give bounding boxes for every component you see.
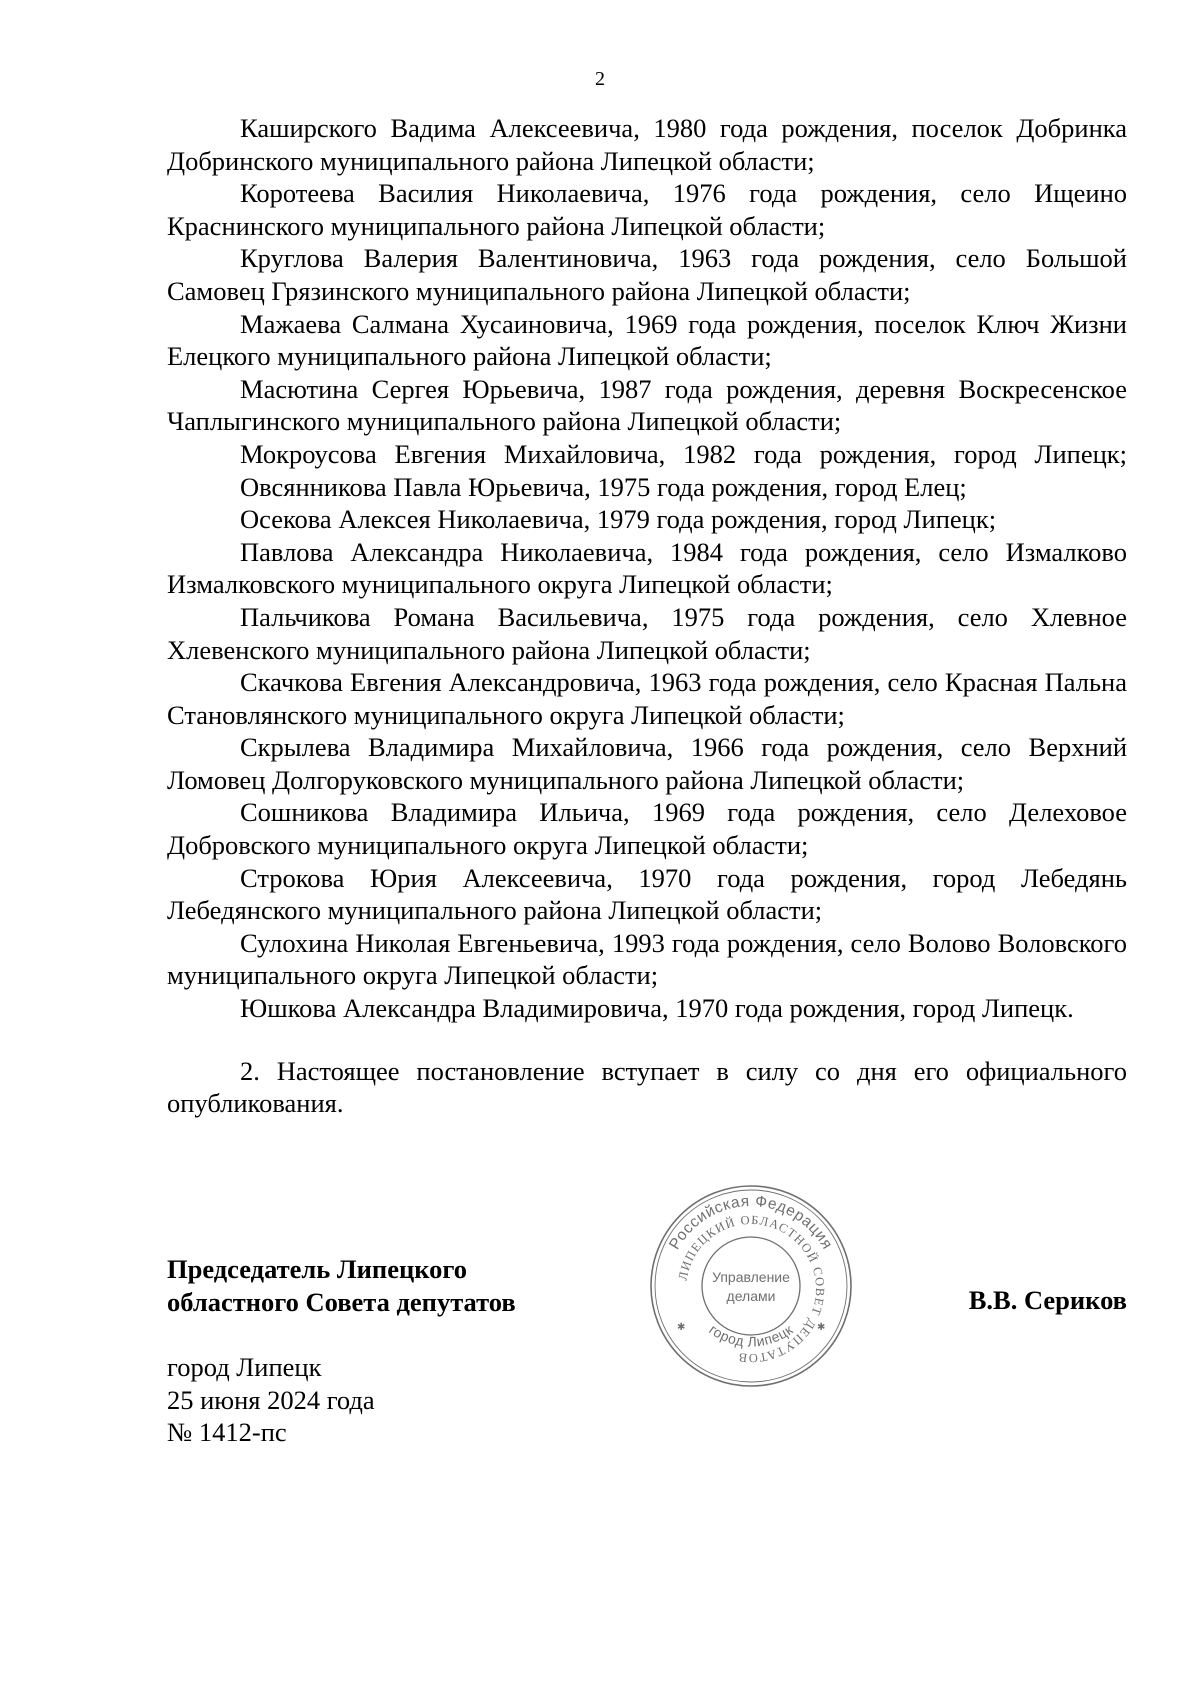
- list-item: Круглова Валерия Валентиновича, 1963 года рождения, село Большой Самовец Грязинского муниципального района Липецкой области;: [167, 243, 1127, 306]
- page-number: 2: [595, 68, 605, 90]
- signer-name: В.В. Сериков: [968, 1285, 1127, 1315]
- seal-center-line1: Управление: [712, 1269, 790, 1285]
- document-date: 25 июня 2024 года: [167, 1384, 375, 1415]
- list-item: Скрылева Владимира Михайловича, 1966 года рождения, село Верхний Ломовец Долгоруковского муниципального района Липецкой области;: [167, 732, 1127, 795]
- seal-star-icon: ✱: [817, 1322, 826, 1333]
- signer-title-line2: областного Совета депутатов: [167, 1286, 516, 1317]
- list-item: Скачкова Евгения Александровича, 1963 года рождения, село Красная Пальна Становлянского муниципального округа Липецкой области;: [167, 667, 1127, 730]
- seal-bottom-text: город Липецк: [706, 1321, 796, 1350]
- document-number: № 1412-пс: [167, 1417, 287, 1448]
- list-item: Мокроусова Евгения Михайловича, 1982 года рождения, город Липецк;: [240, 438, 1127, 469]
- effective-date-clause: 2. Настоящее постановление вступает в силу со дня его официального опубликования.: [167, 1055, 1127, 1119]
- official-seal: [646, 1181, 856, 1391]
- list-item: Каширского Вадима Алексеевича, 1980 года рождения, поселок Добринка Добринского муниципального района Липецкой области;: [167, 113, 1127, 176]
- list-item: Мажаева Салмана Хусаиновича, 1969 года рождения, поселок Ключ Жизни Елецкого муниципального района Липецкой области;: [167, 308, 1127, 372]
- document-body: [167, 112, 1127, 1120]
- seal-inner-text: ЛИПЕЦКИЙ ОБЛАСТНОЙ СОВЕТ ДЕПУТАТОВ: [675, 1212, 828, 1366]
- list-item: Овсянникова Павла Юрьевича, 1975 года рождения, город Елец;: [240, 471, 967, 502]
- list-item: Сулохина Николая Евгеньевича, 1993 года рождения, село Волово Воловского муниципального округа Липецкой области;: [167, 927, 1127, 991]
- list-item: Коротеева Василия Николаевича, 1976 года рождения, село Ищеино Краснинского муниципального района Липецкой области;: [167, 178, 1127, 241]
- seal-star-icon: ✱: [677, 1322, 686, 1333]
- document-place: город Липецк: [167, 1352, 322, 1382]
- list-item: Юшкова Александра Владимировича, 1970 года рождения, город Липецк.: [240, 993, 1074, 1024]
- list-item: Масютина Сергея Юрьевича, 1987 года рождения, деревня Воскресенское Чаплыгинского муниципального района Липецкой области;: [167, 373, 1127, 437]
- list-item: Строкова Юрия Алексеевича, 1970 года рождения, город Лебедянь Лебедянского муниципального района Липецкой области;: [167, 862, 1127, 926]
- list-item: Сошникова Владимира Ильича, 1969 года рождения, село Делеховое Добровского муниципального округа Липецкой области;: [167, 797, 1127, 861]
- seal-outer-text: Российская Федерация: [666, 1192, 836, 1253]
- list-item: Осекова Алексея Николаевича, 1979 года рождения, город Липецк;: [240, 504, 997, 535]
- document-requisites: [167, 1351, 667, 1449]
- list-item: Пальчикова Романа Васильевича, 1975 года рождения, село Хлевное Хлевенского муниципального района Липецкой области;: [167, 601, 1127, 665]
- signer-title-line1: Председатель Липецкого: [167, 1254, 468, 1284]
- seal-graphic: [646, 1181, 856, 1391]
- seal-center-line2: делами: [726, 1288, 776, 1304]
- list-item: Павлова Александра Николаевича, 1984 года рождения, село Измалково Измалковского муниципального округа Липецкой области;: [167, 536, 1127, 600]
